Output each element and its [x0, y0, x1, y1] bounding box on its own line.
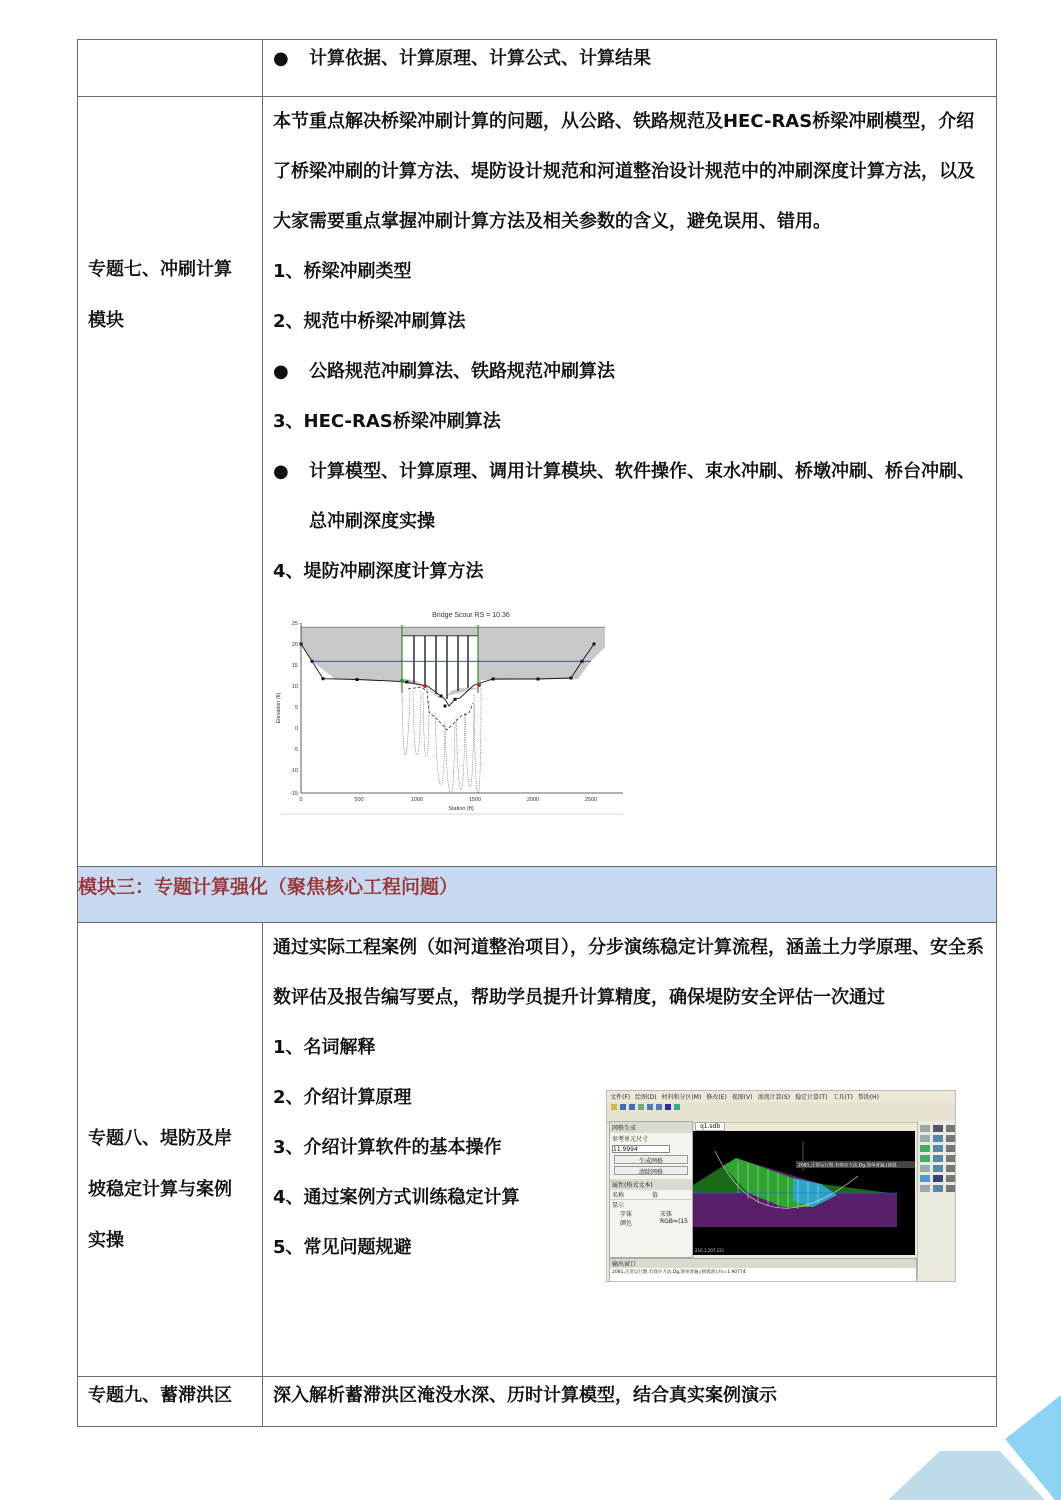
y-axis-label: Elevation (ft)	[276, 692, 282, 724]
row-continuation	[78, 40, 997, 97]
props-panel-title: 属性(格式文本)	[610, 1179, 692, 1190]
x-axis-label: Station (ft)	[448, 806, 474, 812]
topic-8-item-3: 3、介绍计算软件的基本操作	[273, 1137, 502, 1158]
x-tick: 500	[354, 797, 364, 803]
props-col-value: 值	[652, 1192, 659, 1199]
y-tick: 15	[291, 663, 298, 669]
topic-7-label-line-2: 模块	[88, 310, 124, 331]
drawing-canvas[interactable]	[693, 1131, 915, 1255]
menu-stability: 稳定计算(T)	[795, 1094, 828, 1101]
y-tick: 0	[294, 726, 298, 732]
clear-mesh-button[interactable]: 清除网格	[614, 1166, 688, 1175]
bullet-icon: ●	[273, 48, 289, 69]
x-tick: 2000	[526, 797, 540, 803]
bridge-scour-chart	[271, 605, 631, 815]
topic-7-item-3: 3、HEC-RAS桥梁冲刷算法	[273, 411, 501, 432]
y-tick: 5	[294, 705, 298, 711]
module-3-title: 模块三：专题计算强化（聚焦核心工程问题）	[78, 867, 997, 923]
tooltip-text: 2081,正常运行期,有效应力法,Dg,简单普遍,(圆弧	[798, 1163, 897, 1169]
row-topic-9	[78, 1377, 997, 1427]
prop-name: 字体	[620, 1211, 633, 1218]
cursor-coords: 216.1,207.231	[695, 1248, 725, 1253]
x-tick: 1000	[410, 797, 424, 803]
topic-7-item-4: 4、堤防冲刷深度计算方法	[273, 561, 484, 582]
menu-draw: 绘图(D)	[635, 1094, 657, 1101]
mesh-size-label: 参考单元尺寸	[612, 1136, 649, 1143]
generate-mesh-button[interactable]: 生成网格	[614, 1155, 688, 1164]
x-tick: 2500	[584, 797, 598, 803]
topic-8-label-line-1: 专题八、堤防及岸	[88, 1128, 232, 1149]
right-cell	[263, 40, 997, 97]
y-tick: -5	[293, 747, 298, 753]
left-panel	[609, 1121, 693, 1258]
mesh-size-input[interactable]: 11.9994	[612, 1145, 670, 1153]
chart-title: Bridge Scour RS = 10.36	[432, 612, 510, 619]
bullet-icon: ●	[273, 361, 289, 382]
menu-tools: 工具(T)	[832, 1094, 853, 1101]
prop-value: 宋体	[660, 1211, 673, 1218]
topic-8-item-4: 4、通过案例方式训练稳定计算	[273, 1187, 520, 1208]
props-col-name: 名称	[612, 1192, 625, 1199]
prop-name: 颜色	[620, 1220, 633, 1227]
bullet-icon: ●	[273, 461, 289, 482]
topic-8-intro: 通过实际工程案例（如河道整治项目），分步演练稳定计算流程，涵盖土力学原理、安全系数评估及报告编写要点，帮助学员提升计算精度，确保堤防安全评估一次通过	[273, 937, 984, 1008]
row-topic-7	[78, 97, 997, 867]
output-window-title: 输出窗口	[610, 1259, 916, 1268]
menu-seepage: 渗流计算(S)	[757, 1094, 791, 1101]
output-window-text: 2081,正常运行期,有效应力法,Dg,简单普遍,(圆弧滑),Fs=1.90774	[612, 1270, 746, 1275]
output-window	[609, 1258, 917, 1282]
document-tab[interactable]: q1.sdb	[695, 1122, 725, 1131]
topic-7-bullet-2: 计算模型、计算原理、调用计算模块、软件操作、束水冲刷、桥墩冲刷、桥台冲刷、总冲刷深度实操	[309, 461, 975, 532]
topic-8-item-1: 1、名词解释	[273, 1037, 376, 1058]
corner-decoration	[870, 1395, 1061, 1500]
left-cell-empty	[78, 40, 263, 97]
menu-file: 文件(F)	[610, 1094, 631, 1101]
y-tick: -10	[290, 768, 298, 774]
props-group: 显示	[612, 1202, 625, 1209]
topic-7-item-2: 2、规范中桥梁冲刷算法	[273, 311, 466, 332]
menu-material: 材料和分区(M)	[661, 1094, 702, 1101]
menu-view: 视图(V)	[731, 1094, 753, 1101]
topic-7-intro: 本节重点解决桥梁冲刷计算的问题，从公路、铁路规范及HEC-RAS桥梁冲刷模型，介绍了桥梁冲刷的计算方法、堤防设计规范和河道整治设计规范中的冲刷深度计算方法，以及大家需要重点掌握冲刷计算方法及相关参数的含义，避免误用、错用。	[273, 111, 975, 232]
slope-stability-software-screenshot	[606, 1090, 956, 1282]
topic-8-label-line-3: 实操	[88, 1230, 124, 1251]
topic-8-label-cell	[78, 923, 263, 1377]
y-tick: 10	[291, 684, 298, 690]
menu-help: 帮助(H)	[857, 1094, 880, 1101]
topic-8-label-line-2: 坡稳定计算与案例	[88, 1179, 232, 1200]
topic-7-content-cell	[263, 97, 997, 867]
topic-9-text: 深入解析蓄滞洪区淹没水深、历时计算模型，结合真实案例演示	[273, 1385, 777, 1406]
x-tick: 1500	[468, 797, 482, 803]
y-tick: 25	[291, 621, 298, 627]
bullet-text: 计算依据、计算原理、计算公式、计算结果	[309, 48, 651, 69]
topic-8-item-5: 5、常见问题规避	[273, 1237, 412, 1258]
y-tick: 20	[291, 642, 298, 648]
mesh-panel-title: 网格生成	[610, 1122, 692, 1133]
topic-7-item-1: 1、桥梁冲刷类型	[273, 261, 412, 282]
topic-7-label-line-1: 专题七、冲刷计算	[88, 259, 232, 280]
bridge-scour-chart-svg	[271, 605, 631, 815]
tool-palette	[917, 1121, 954, 1279]
prop-value: RGB=(15	[660, 1218, 688, 1225]
toolbar-icons	[607, 1102, 955, 1123]
menu-edit: 修改(E)	[706, 1094, 727, 1101]
topic-7-label-cell	[78, 97, 263, 867]
section-header-row	[78, 867, 997, 923]
topic-8-item-2: 2、介绍计算原理	[273, 1087, 412, 1108]
topic-9-label: 专题九、蓄滞洪区	[88, 1385, 232, 1406]
slope-drawing-svg	[693, 1131, 915, 1255]
topic-9-label-cell	[78, 1377, 263, 1427]
menu-bar	[607, 1091, 955, 1102]
y-tick: -15	[290, 791, 298, 797]
topic-7-bullet-1: 公路规范冲刷算法、铁路规范冲刷算法	[309, 361, 615, 382]
x-tick: 0	[299, 797, 303, 803]
